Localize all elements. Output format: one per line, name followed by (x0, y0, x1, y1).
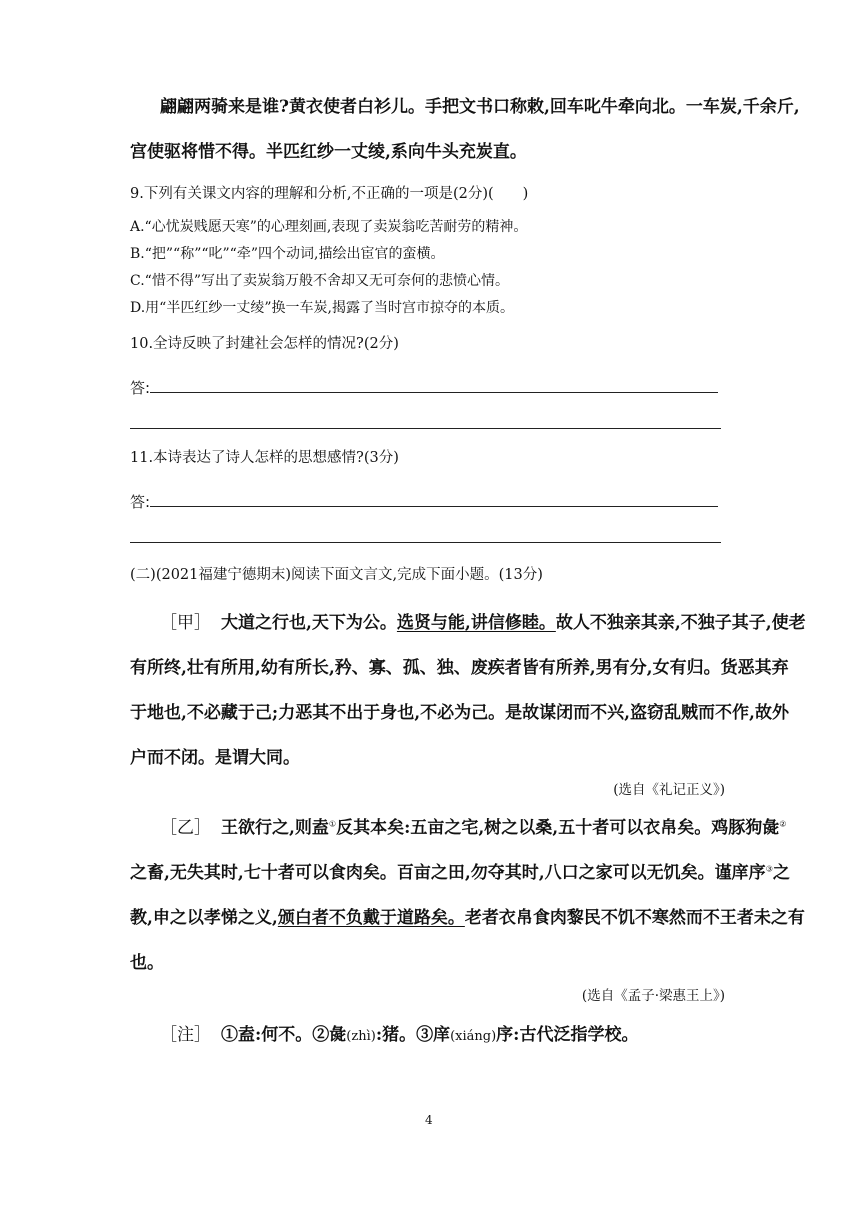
passage-jia-line-1 (160, 608, 806, 633)
question-10-answer-line-1[interactable] (150, 392, 718, 393)
poem-line-1: 翩翩两骑来是谁?黄衣使者白衫儿。手把文书口称敕,回车叱牛牵向北。一车炭,千余斤, (160, 97, 800, 117)
section-2-heading: (二)(2021福建宁德期末)阅读下面文言文,完成下面小题。(13分) (130, 567, 543, 583)
passage-jia-label: ［甲］ (160, 613, 211, 633)
question-11-answer-line-1[interactable] (150, 506, 718, 507)
question-10-stem: 10.全诗反映了封建社会怎样的情况?(2分) (130, 336, 399, 352)
notes-text-c: 序:古代泛指学校。 (496, 1025, 639, 1045)
question-10-answer-label: 答: (130, 379, 151, 397)
passage-yi-line-3 (130, 903, 805, 928)
annotation-notes (160, 1020, 638, 1045)
passage-yi-label: ［乙］ (160, 818, 211, 838)
passage-yi-source: (选自《孟子·梁惠王上》) (581, 988, 725, 1004)
question-9-option-b: B.“把”“称”“叱”“牵”四个动词,描绘出宦官的蛮横。 (130, 246, 445, 262)
passage-jia-text-b: 故人不独亲其亲,不独子其子,使老 (555, 613, 806, 633)
question-11-answer-line-2[interactable] (130, 542, 721, 543)
notes-text-b: :猪。③庠 (375, 1025, 451, 1045)
notes-pinyin-1: (zhì) (346, 1029, 376, 1044)
passage-yi-line-1 (160, 813, 786, 838)
passage-yi-text-d: 之 (772, 863, 790, 883)
question-9-option-c: C.“惜不得”写出了卖炭翁万般不舍却又无可奈何的悲愤心情。 (130, 273, 509, 289)
passage-jia-underlined-sentence: 选贤与能,讲信修睦。 (396, 613, 556, 633)
question-9-option-d: D.用“半匹红纱一丈绫”换一车炭,揭露了当时宫市掠夺的本质。 (130, 300, 514, 316)
passage-yi-text-f: 老者衣帛食肉黎民不饥不寒然而不王者未之有 (464, 908, 805, 928)
passage-jia-line-3: 于地也,不必藏于己;力恶其不出于身也,不必为己。是故谋闭而不兴,盗窃乱贼而不作,故外 (130, 703, 789, 723)
footnote-marker-1: ① (328, 819, 337, 829)
passage-yi-underlined-sentence: 颁白者不负戴于道路矣。 (277, 908, 465, 928)
passage-jia-text-a: 大道之行也,天下为公。 (221, 613, 397, 633)
passage-jia-line-2: 有所终,壮有所用,幼有所长,矜、寡、孤、独、废疾者皆有所养,男有分,女有归。货恶其弃 (130, 658, 789, 678)
question-11-answer-label: 答: (130, 493, 151, 511)
question-9-stem: 9.下列有关课文内容的理解和分析,不正确的一项是(2分)( ) (130, 186, 529, 202)
question-11-stem: 11.本诗表达了诗人怎样的思想感情?(3分) (130, 450, 399, 466)
footnote-marker-2: ② (779, 819, 787, 829)
passage-yi-line-2 (130, 858, 790, 883)
footnote-marker-3: ③ (765, 864, 773, 874)
notes-pinyin-2: (xiáng) (450, 1029, 497, 1044)
passage-yi-text-a: 王欲行之,则盍 (221, 818, 329, 838)
passage-jia-line-4: 户而不闭。是谓大同。 (130, 748, 300, 768)
page-number: 4 (425, 1113, 433, 1127)
passage-yi-text-c: 之畜,无失其时,七十者可以食肉矣。百亩之田,勿夺其时,八口之家可以无饥矣。谨庠序 (130, 863, 766, 883)
passage-yi-line-4: 也。 (130, 953, 164, 973)
question-9-option-a: A.“心忧炭贱愿天寒”的心理刻画,表现了卖炭翁吃苦耐劳的精神。 (130, 219, 528, 235)
passage-yi-text-b: 反其本矣:五亩之宅,树之以桑,五十者可以衣帛矣。鸡豚狗彘 (336, 818, 780, 838)
notes-label: ［注］ (160, 1025, 211, 1045)
question-10-answer-line-2[interactable] (130, 428, 721, 429)
notes-text-a: ①盍:何不。②彘 (221, 1025, 347, 1045)
poem-line-2: 宫使驱将惜不得。半匹红纱一丈绫,系向牛头充炭直。 (130, 142, 527, 162)
passage-jia-source: (选自《礼记正义》) (613, 782, 725, 798)
passage-yi-text-e: 教,申之以孝悌之义, (130, 908, 278, 928)
